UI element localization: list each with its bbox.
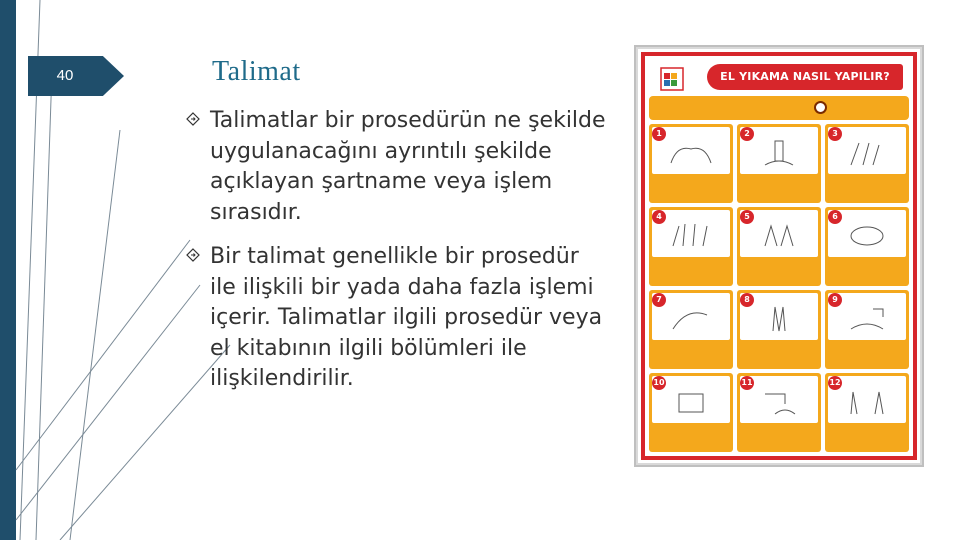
- hands-icon: [667, 222, 715, 250]
- clock-icon: [814, 101, 827, 114]
- steps-grid: [649, 124, 909, 452]
- step-number: 11: [740, 376, 754, 390]
- poster-intro-box: [649, 96, 817, 120]
- step-caption: [741, 175, 817, 200]
- step-card: [825, 290, 909, 369]
- step-card: [649, 207, 733, 286]
- step-card: [649, 373, 733, 452]
- diamond-bullet-icon: [186, 242, 210, 272]
- step-number: 8: [740, 293, 754, 307]
- hands-icon: [755, 305, 803, 333]
- step-caption: [829, 175, 905, 200]
- left-accent-bar: [0, 0, 16, 540]
- step-card: [737, 290, 821, 369]
- step-number: 7: [652, 293, 666, 307]
- step-number: 2: [740, 127, 754, 141]
- clean-hands-icon: [843, 388, 891, 416]
- bullet-item: [186, 242, 606, 395]
- hands-icon: [755, 222, 803, 250]
- step-card: [825, 207, 909, 286]
- step-caption: [829, 341, 905, 366]
- step-caption: [741, 424, 817, 449]
- bullet-list: [186, 106, 606, 409]
- step-card: [649, 124, 733, 203]
- poster-frame: [641, 52, 917, 460]
- step-card: [649, 290, 733, 369]
- hands-icon: [667, 305, 715, 333]
- step-number: 4: [652, 210, 666, 224]
- step-caption: [741, 258, 817, 283]
- step-caption: [653, 341, 729, 366]
- step-card: [737, 373, 821, 452]
- step-card: [737, 207, 821, 286]
- step-number: 6: [828, 210, 842, 224]
- hands-icon: [843, 222, 891, 250]
- step-number: 3: [828, 127, 842, 141]
- faucet-icon: [755, 388, 803, 416]
- bullet-item: [186, 106, 606, 228]
- faucet-icon: [843, 305, 891, 333]
- step-card: [737, 124, 821, 203]
- step-number: 5: [740, 210, 754, 224]
- slide-title: Talimat: [212, 56, 301, 87]
- poster-title: EL YIKAMA NASIL YAPILIR?: [707, 64, 903, 90]
- step-caption: [653, 424, 729, 449]
- towel-icon: [667, 388, 715, 416]
- diamond-bullet-icon: [186, 106, 210, 136]
- hands-icon: [843, 139, 891, 167]
- step-caption: [829, 424, 905, 449]
- step-caption: [653, 258, 729, 283]
- step-number: 1: [652, 127, 666, 141]
- step-number: 12: [828, 376, 842, 390]
- step-caption: [653, 175, 729, 200]
- handwashing-poster-image: [636, 47, 922, 465]
- page-number: 40: [56, 67, 74, 84]
- step-number: 10: [652, 376, 666, 390]
- soap-dispenser-icon: [755, 139, 803, 167]
- bullet-text: Talimatlar bir prosedürün ne şekilde uygulanacağını ayrıntılı şekilde açıklayan şartname veya işlem sırasıdır.: [210, 108, 606, 225]
- ministry-logo-icon: [659, 66, 685, 92]
- step-card: [825, 373, 909, 452]
- step-caption: [741, 341, 817, 366]
- step-card: [825, 124, 909, 203]
- step-caption: [829, 258, 905, 283]
- poster-duration-box: [809, 96, 909, 120]
- step-number: 9: [828, 293, 842, 307]
- hands-icon: [667, 139, 715, 167]
- bullet-text: Bir talimat genellikle bir prosedür ile ilişkili bir yada daha fazla işlemi içerir. Talimatlar ilgili prosedür veya el kitabının ilgili bölümleri ile ilişkilendirilir.: [210, 244, 603, 391]
